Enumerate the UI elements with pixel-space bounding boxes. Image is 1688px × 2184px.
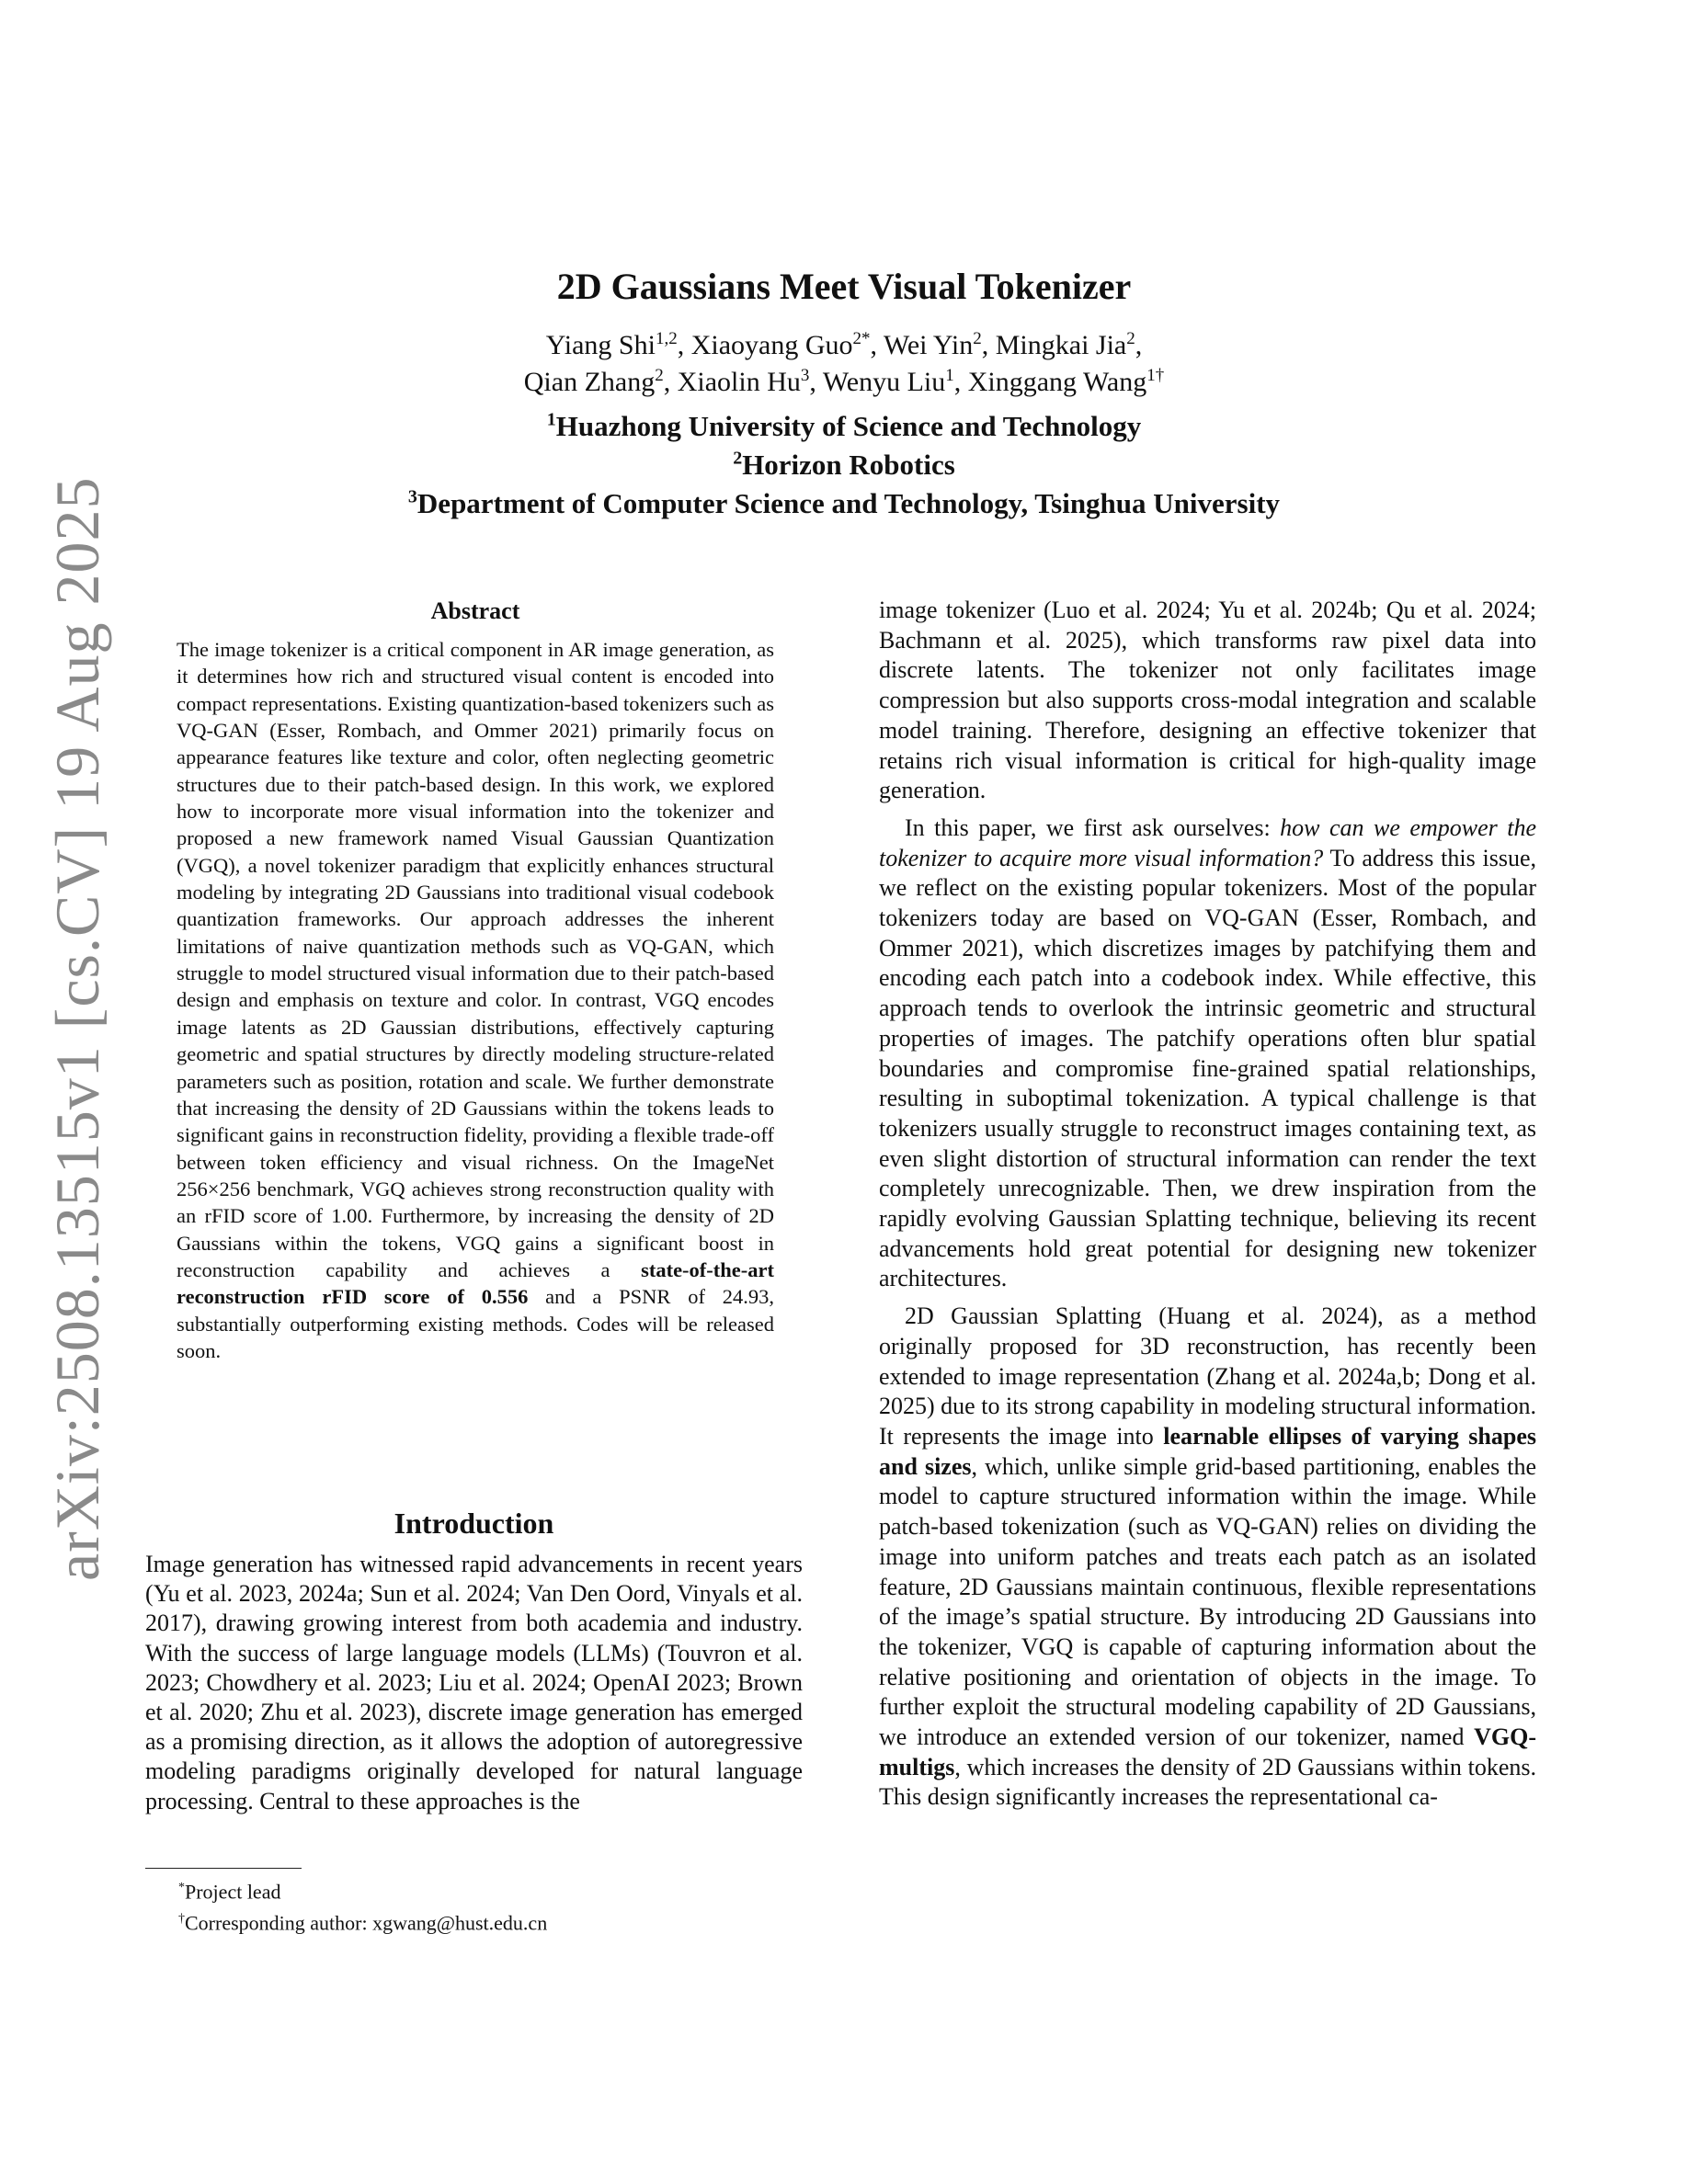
paper-title: 2D Gaussians Meet Visual Tokenizer [556, 266, 1132, 307]
introduction-left-text: Image generation has witnessed rapid advancements in recent years (Yu et al. 2023, 2024a; Sun et al. 2024; Van Den Oord, Vinyals et al. 2017), drawing growing interest from both academia and industry. With the success of large language models (LLMs) (Touvron et al. 2023; Chowdhery et al. 2023; Liu et al. 2024; OpenAI 2023; Brown et al. 2020; Zhu et al. 2023), discrete image generation has emerged as a promising direction, as it allows the adoption of autoregressive modeling paradigms originally developed for natural language processing. Central to these approaches is the [145, 1551, 803, 1814]
introduction-heading: Introduction [393, 1507, 554, 1540]
paragraph: image tokenizer (Luo et al. 2024; Yu et al. 2024b; Qu et al. 2024; Bachmann et al. 2025), which transforms raw pixel data into discrete latents. The tokenizer not only facilitates image compression but also supports cross-modal integration and scalable model training. Therefore, designing an effective tokenizer that retains rich visual information is critical for high-quality image generation. [879, 597, 1536, 804]
paragraph [879, 813, 1536, 1294]
affiliation-name: Horizon Robotics [742, 449, 955, 481]
author-affiliation-mark: 2 [973, 329, 982, 348]
author-line-2: Qian Zhang$^2$, Xiaolin Hu$^3$, Wenyu Liu$^1$, Xinggang Wang$^{1\dagger}$ [523, 366, 1165, 397]
author-affiliation-mark: 1† [1146, 366, 1165, 385]
affiliation [0, 408, 1688, 445]
affiliation [0, 447, 1688, 483]
right-column [879, 596, 1536, 1813]
abstract-text-part: and a PSNR of 24.93, substantially outperforming existing methods. Codes will be released soon. [177, 1285, 774, 1362]
paragraph-text: To address this issue, we reflect on the existing popular tokenizers. Most of the popular tokenizers today are based on VQ-GAN (Esser, Rombach, and Ommer 2021), which discretizes images by patchifying them and encoding each patch into a codebook index. While effective, this approach tends to overlook the intrinsic geometric and structural properties of images. The patchify operations often blur spatial boundaries and compromise fine-grained spatial relationships, resulting in suboptimal tokenization. A typical challenge is that tokenizers usually struggle to reconstruct images containing text, as even slight distortion of structural information can render the text completely unrecognizable. Then, we drew inspiration from the rapidly evolving Gaussian Splatting technique, believing its recent advancements hold great potential for designing new tokenizer architectures. [879, 844, 1536, 1292]
author-name: Mingkai Jia [995, 330, 1127, 360]
affiliation-mark: 3 [407, 486, 417, 507]
author-affiliation-mark: 2 [1126, 329, 1135, 348]
footnote-rule [145, 1868, 302, 1869]
affiliation-name: Huazhong University of Science and Technology [555, 410, 1142, 442]
author-affiliation-mark: 1,2 [655, 329, 678, 348]
footnote-text: Project lead [185, 1880, 281, 1904]
research-question: how can we empower the tokenizer to acquire more visual information? [879, 813, 1536, 871]
author-name: Xinggang Wang [967, 367, 1147, 397]
affiliation-mark: 1 [546, 409, 556, 430]
abstract-text-part: The image tokenizer is a critical component in AR image generation, as it determines how rich and structured visual content is encoded into compact representations. Existing quantization-based tokenizers such as VQ-GAN (Esser, Rombach, and Ommer 2021) primarily focus on appearance features like texture and color, often neglecting geometric structures due to their patch-based design. In this work, we explored how to incorporate more visual information into the tokenizer and proposed a new framework named Visual Gaussian Quantization (VGQ), a novel tokenizer paradigm that explicitly enhances structural modeling by integrating 2D Gaussians into traditional visual codebook quantization frameworks. Our approach addresses the inherent limitations of naive quantization methods such as VQ-GAN, which struggle to model structured visual information due to their patch-based design and emphasis on texture and color. In contrast, VGQ encodes image latents as 2D Gaussian distributions, effectively capturing geometric and spatial structures by directly modeling structure-related parameters such as position, rotation and scale. We further demonstrate that increasing the density of 2D Gaussians within the tokens leads to significant gains in reconstruction fidelity, providing a flexible trade-off between token efficiency and visual richness. On the ImageNet 256×256 benchmark, VGQ achieves strong reconstruction quality with an rFID score of 1.00. Furthermore, by increasing the density of 2D Gaussians within the tokens, VGQ gains a significant boost in reconstruction capability and achieves a [177, 638, 774, 1281]
abstract-text [177, 636, 774, 1364]
abstract-heading: Abstract [430, 597, 520, 624]
author-affiliation-mark: 2 [655, 366, 664, 385]
arxiv-identifier: arXiv:2508.13515v1 [cs.CV] 19 Aug 2025 [42, 476, 112, 1581]
author-name: Yiang Shi [545, 330, 656, 360]
footnote [145, 1905, 803, 1937]
author-line-1: Yiang Shi$^{1,2}$, Xiaoyang Guo$^{2*}$, Wei Yin$^2$, Mingkai Jia$^2$, [545, 329, 1143, 360]
affiliation [0, 485, 1688, 522]
paragraph [879, 1302, 1536, 1813]
method-name: VGQ-multigs [879, 1723, 1536, 1780]
author-name: Wei Yin [883, 330, 974, 360]
footnotes [145, 1868, 803, 1938]
footnote-mark: † [178, 1912, 185, 1927]
abstract-bold-claim: state-of-the-art reconstruction rFID score of 0.556 [177, 1257, 774, 1309]
footnote [145, 1874, 803, 1905]
footnote-mark: * [178, 1881, 185, 1894]
paragraph-text: , which, unlike simple grid-based partitioning, enables the model to capture structured information within the image. While patch-based tokenization (such as VQ-GAN) relies on dividing the image into uniform patches and treats each patch as an isolated feature, 2D Gaussians maintain continuous, flexible representations of the image’s spatial structure. By introducing 2D Gaussians into the tokenizer, VGQ is capable of capturing information about the relative positioning and orientation of objects in the image. To further exploit the structural modeling capability of 2D Gaussians, we introduce an extended version of our tokenizer, named [879, 1452, 1536, 1751]
footnote-text: Corresponding author: xgwang@hust.edu.cn [185, 1911, 548, 1935]
affiliation-mark: 2 [733, 448, 743, 469]
author-name: Xiaoyang Guo [690, 330, 853, 360]
author-affiliation-mark: 2* [852, 329, 871, 348]
author-affiliation-mark: 1 [945, 366, 954, 385]
author-name: Wenyu Liu [822, 367, 946, 397]
author-list [0, 327, 1688, 401]
paragraph-text: 2D Gaussian Splatting (Huang et al. 2024), as a method originally proposed for 3D reconstruction, has recently been extended to image representation (Zhang et al. 2024a,b; Dong et al. 2025) due to its strong capability in modeling structural information. It represents the image into [879, 1302, 1536, 1450]
paragraph-text: , which increases the density of 2D Gaussians within tokens. This design significantly increases the representational ca- [879, 1753, 1536, 1811]
author-affiliation-mark: 3 [800, 366, 810, 385]
author-name: Qian Zhang [523, 367, 656, 397]
paragraph-text: In this paper, we first ask ourselves: [905, 813, 1281, 841]
bold-phrase: learnable ellipses of varying shapes and sizes [879, 1422, 1536, 1480]
affiliation-name: Department of Computer Science and Technology, Tsinghua University [416, 487, 1281, 519]
author-name: Xiaolin Hu [677, 367, 801, 397]
